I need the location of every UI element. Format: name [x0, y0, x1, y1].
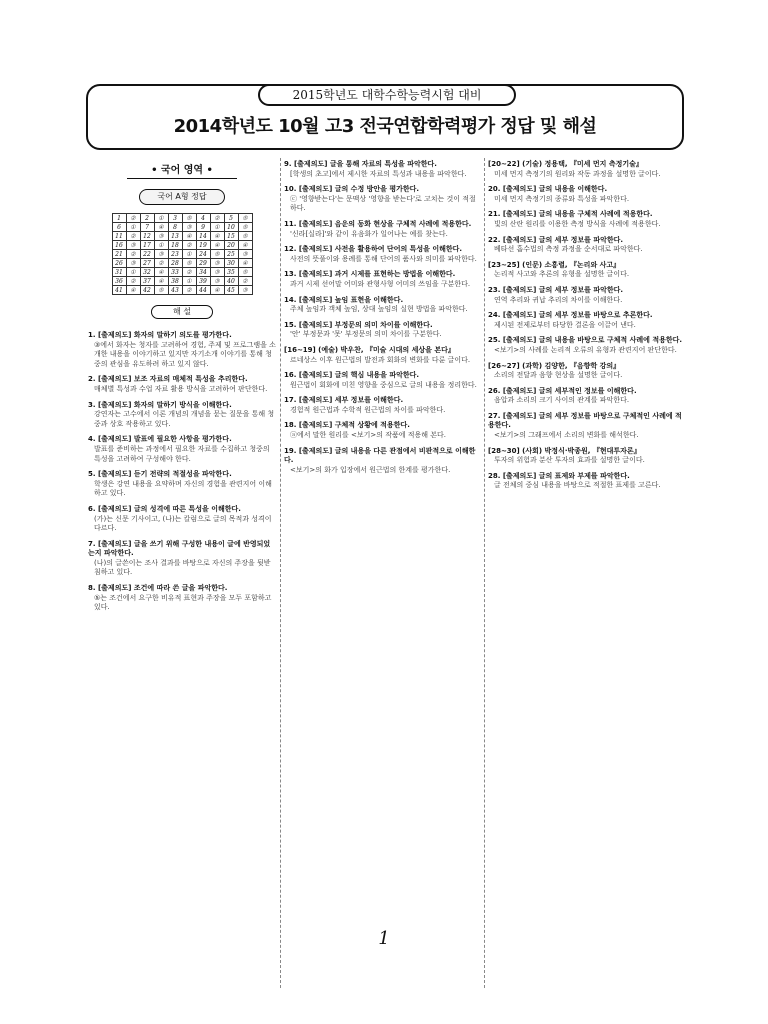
item-heading: 12. [출제의도] 사전을 활용하여 단어의 특성을 이해한다. [284, 245, 463, 254]
question-number: 6 [112, 223, 126, 232]
item-heading: 3. [출제의도] 화자의 말하기 방식을 이해한다. [88, 400, 232, 409]
explanation-item [284, 447, 480, 476]
item-heading: 22. [출제의도] 글의 세부 정보를 파악한다. [488, 235, 624, 244]
question-number: 15 [224, 232, 238, 241]
item-heading: 25. [출제의도] 글의 내용을 바탕으로 구체적 사례에 적용한다. [488, 336, 683, 345]
answer-cell: ④ [126, 286, 140, 295]
answer-cell: ③ [182, 223, 196, 232]
item-heading: 1. [출제의도] 화자의 말하기 의도를 평가한다. [88, 331, 232, 339]
answer-cell: ② [182, 286, 196, 295]
answer-cell: ③ [210, 268, 224, 277]
explanation-item [284, 220, 480, 239]
explanation-list [88, 331, 276, 613]
answer-cell: ④ [210, 286, 224, 295]
question-number: 16 [112, 241, 126, 250]
answer-cell: ① [126, 223, 140, 232]
answer-cell: ④ [182, 232, 196, 241]
answer-cell: ② [154, 259, 168, 268]
question-number: 34 [196, 268, 210, 277]
explanation-item [488, 311, 684, 330]
answer-key-label: 국어 A형 정답 [139, 189, 225, 205]
question-number: 10 [224, 223, 238, 232]
answer-cell: ② [238, 277, 252, 286]
answer-cell: ② [210, 214, 224, 223]
question-number: 14 [196, 232, 210, 241]
explanation-item [488, 412, 684, 441]
item-body: 투자의 위험과 분산 투자의 효과를 설명한 글이다. [494, 456, 645, 465]
item-body: 베타선 흡수법의 측정 과정을 순서대로 파악한다. [494, 245, 643, 254]
question-number: 20 [224, 241, 238, 250]
question-number: 11 [112, 232, 126, 241]
item-heading: [16~19] (예술) 박우찬, 『미술 시대의 세상을 본다』 [284, 345, 455, 354]
explanation-item [284, 270, 480, 289]
item-heading: 21. [출제의도] 글의 내용을 구체적 사례에 적용한다. [488, 210, 653, 219]
question-number: 39 [196, 277, 210, 286]
item-body: 원근법이 회화에 미친 영향을 중심으로 글의 내용을 정리한다. [290, 380, 477, 389]
question-number: 5 [224, 214, 238, 223]
explanation-item [284, 245, 480, 264]
question-number: 38 [168, 277, 182, 286]
header-box [86, 84, 684, 150]
item-heading: 4. [출제의도] 발표에 필요한 사항을 평가한다. [88, 435, 232, 444]
item-body: ⑤는 조건에서 요구한 비유적 표현과 주장을 모두 포함하고 있다. [94, 593, 272, 612]
answer-cell: ③ [154, 250, 168, 259]
answer-cell: ⑤ [210, 250, 224, 259]
question-number: 45 [224, 286, 238, 295]
page-title: 2014학년도 10월 고3 전국연합학력평가 정답 및 해설 [173, 116, 597, 137]
question-number: 17 [140, 241, 154, 250]
answer-table [112, 213, 253, 295]
header-subtitle: 2015학년도 대학수학능력시험 대비 [258, 84, 516, 106]
explanation-item [88, 584, 276, 613]
explanation-item [488, 261, 684, 280]
answer-cell: ⑤ [154, 286, 168, 295]
subject-heading: • 국어 영역 • [127, 164, 237, 179]
answer-cell: ③ [154, 232, 168, 241]
explanation-item [488, 447, 684, 466]
item-body: 미세 먼지 측정기의 종류와 특성을 파악한다. [494, 194, 630, 203]
answer-cell: ③ [126, 259, 140, 268]
answer-row [112, 286, 252, 295]
answer-cell: ① [154, 214, 168, 223]
explanation-list [488, 160, 684, 491]
answer-cell: ④ [238, 241, 252, 250]
item-heading: 6. [출제의도] 글의 성격에 따른 특성을 이해한다. [88, 504, 241, 513]
column-2 [284, 160, 480, 481]
explanation-item [488, 387, 684, 406]
question-number: 31 [112, 268, 126, 277]
explanation-item [284, 185, 480, 214]
column-1 [88, 160, 276, 619]
question-number: 41 [112, 286, 126, 295]
explanation-item [488, 185, 684, 204]
answer-row [112, 223, 252, 232]
answer-row [112, 277, 252, 286]
page-number: 1 [378, 928, 390, 949]
explanation-item [88, 435, 276, 464]
question-number: 9 [196, 223, 210, 232]
explanation-item [488, 362, 684, 381]
item-body: ③에서 화자는 청자를 고려하여 경험, 주제 및 프로그램을 소개한 내용을 이야기하고 있지만 자기소개 이야기를 통해 청중의 관심을 유도하려 하고 있지 않다. [94, 340, 276, 368]
item-body: 발표를 준비하는 과정에서 필요한 자료를 수집하고 청중의 특성을 고려하여 구성해야 한다. [94, 444, 270, 463]
item-heading: 13. [출제의도] 과거 시제를 표현하는 방법을 이해한다. [284, 270, 456, 279]
question-number: 37 [140, 277, 154, 286]
item-body: 소리의 전달과 음향 현상을 설명한 글이다. [494, 371, 623, 380]
question-number: 18 [168, 241, 182, 250]
item-body: ⓐ에서 말한 원리를 <보기>의 작품에 적용해 본다. [290, 431, 447, 440]
answer-row [112, 268, 252, 277]
question-number: 22 [140, 250, 154, 259]
item-heading: 17. [출제의도] 세부 정보를 이해한다. [284, 396, 404, 405]
answer-cell: ① [126, 268, 140, 277]
item-body: 논리적 사고와 추론의 유형을 설명한 글이다. [494, 270, 630, 279]
question-number: 13 [168, 232, 182, 241]
answer-cell: ④ [238, 259, 252, 268]
answer-cell: ② [126, 214, 140, 223]
question-number: 40 [224, 277, 238, 286]
answer-row [112, 214, 252, 223]
answer-cell: ① [182, 250, 196, 259]
item-body: <보기>의 사례를 논리적 오류의 유형과 관련지어 판단한다. [494, 345, 677, 354]
item-heading: [28~30] (사회) 박정식·박종원, 『현대투자론』 [488, 446, 641, 455]
column-divider [484, 158, 485, 988]
explanation-item [88, 540, 276, 578]
explanation-list [284, 160, 480, 475]
answer-cell: ④ [210, 241, 224, 250]
question-number: 43 [168, 286, 182, 295]
item-heading: 10. [출제의도] 글의 수정 방안을 평가한다. [284, 185, 420, 194]
item-body: 주체 높임과 객체 높임, 상대 높임의 실현 방법을 파악한다. [290, 305, 468, 314]
answer-cell: ④ [154, 268, 168, 277]
explanation-item [88, 470, 276, 499]
question-number: 2 [140, 214, 154, 223]
question-number: 7 [140, 223, 154, 232]
answer-cell: ① [182, 277, 196, 286]
explanation-item [488, 236, 684, 255]
item-heading: 24. [출제의도] 글의 세부 정보를 바탕으로 추론한다. [488, 311, 653, 320]
question-number: 26 [112, 259, 126, 268]
explanation-label: 해 설 [151, 305, 213, 319]
answer-cell: ② [126, 250, 140, 259]
item-heading: 8. [출제의도] 조건에 따라 쓴 글을 파악한다. [88, 584, 228, 593]
answer-cell: ⑤ [182, 259, 196, 268]
item-heading: [26~27] (과학) 김양한, 『음향학 강의』 [488, 361, 621, 370]
question-number: 8 [168, 223, 182, 232]
explanation-item [88, 375, 276, 394]
answer-cell: ⑤ [182, 214, 196, 223]
item-heading: 28. [출제의도] 글의 표제와 부제를 파악한다. [488, 471, 630, 480]
explanation-item [284, 371, 480, 390]
explanation-item [284, 346, 480, 365]
question-number: 28 [168, 259, 182, 268]
question-number: 24 [196, 250, 210, 259]
explanation-item [88, 331, 276, 369]
answer-row [112, 241, 252, 250]
question-number: 30 [224, 259, 238, 268]
item-body: (가)는 신문 기사이고, (나)는 칼럼으로 글의 목적과 성격이 다르다. [94, 514, 272, 533]
question-number: 1 [112, 214, 126, 223]
answer-cell: ① [154, 241, 168, 250]
answer-cell: ④ [210, 232, 224, 241]
item-heading: 2. [출제의도] 보조 자료의 매체적 특성을 추리한다. [88, 375, 248, 384]
item-heading: 7. [출제의도] 글을 쓰기 위해 구성한 내용이 글에 반영되었는지 파악한다. [88, 539, 271, 558]
question-number: 29 [196, 259, 210, 268]
answer-cell: ③ [126, 241, 140, 250]
item-heading: 20. [출제의도] 글의 내용을 이해한다. [488, 185, 608, 194]
item-body: 미세 먼지 측정기의 원리와 작동 과정을 설명한 글이다. [494, 169, 661, 178]
item-body: 글 전체의 중심 내용을 바탕으로 적절한 표제를 고른다. [494, 481, 661, 490]
explanation-item [88, 401, 276, 430]
answer-cell: ⑤ [238, 268, 252, 277]
item-heading: 16. [출제의도] 글의 핵심 내용을 파악한다. [284, 371, 420, 380]
explanation-item [88, 505, 276, 534]
item-heading: [23~25] (인문) 소흥렬, 『논리와 사고』 [488, 260, 621, 269]
item-body: 경험적 원근법과 수학적 원근법의 차이를 파악한다. [290, 405, 446, 414]
question-number: 19 [196, 241, 210, 250]
item-body: <보기>의 화가 입장에서 원근법의 한계를 평가한다. [290, 465, 451, 474]
answer-row [112, 250, 252, 259]
answer-cell: ③ [238, 286, 252, 295]
item-heading: [20~22] (기술) 정용택, 『미세 먼지 측정기술』 [488, 160, 643, 168]
column-3 [488, 160, 684, 497]
question-number: 12 [140, 232, 154, 241]
item-body: ⓒ '영향받는다'는 문맥상 '영향을 받는다'로 고치는 것이 적절하다. [290, 194, 476, 213]
explanation-item [488, 286, 684, 305]
item-body: 과거 시제 선어말 어미와 관형사형 어미의 쓰임을 구분한다. [290, 279, 471, 288]
answer-cell: ⑤ [238, 223, 252, 232]
answer-cell: ② [182, 268, 196, 277]
item-heading: 26. [출제의도] 글의 세부적인 정보를 이해한다. [488, 386, 637, 395]
item-heading: 18. [출제의도] 구체적 상황에 적용한다. [284, 421, 410, 430]
question-number: 4 [196, 214, 210, 223]
item-heading: 5. [출제의도] 듣기 전략의 적절성을 파악한다. [88, 470, 232, 479]
question-number: 21 [112, 250, 126, 259]
item-heading: 19. [출제의도] 글의 내용을 다른 관점에서 비판적으로 이해한다. [284, 446, 476, 465]
explanation-item [284, 396, 480, 415]
explanation-item [488, 336, 684, 355]
item-body: 르네상스 이후 원근법의 발전과 회화의 변화를 다룬 글이다. [290, 355, 471, 364]
answer-row [112, 259, 252, 268]
answer-cell: ③ [238, 250, 252, 259]
item-heading: 23. [출제의도] 글의 세부 정보를 파악한다. [488, 285, 624, 294]
item-body: '안' 부정문과 '못' 부정문의 의미 차이를 구분한다. [290, 330, 442, 339]
item-heading: 15. [출제의도] 부정문의 의미 차이를 이해한다. [284, 320, 433, 329]
answer-cell: ③ [210, 259, 224, 268]
answer-cell: ② [126, 232, 140, 241]
item-body: 강연자는 고수에서 이론 개념의 개념을 묻는 질문을 통해 청중과 상호 작용하고 있다. [94, 410, 275, 428]
explanation-item [488, 210, 684, 229]
item-body: <보기>의 그래프에서 소리의 변화를 해석한다. [494, 431, 639, 440]
answer-cell: ② [126, 277, 140, 286]
question-number: 36 [112, 277, 126, 286]
item-body: 학생은 강연 내용을 요약하며 자신의 경험을 관련지어 이해하고 있다. [94, 479, 272, 498]
answer-row [112, 232, 252, 241]
question-number: 27 [140, 259, 154, 268]
explanation-item [488, 472, 684, 491]
explanation-item [284, 160, 480, 179]
explanation-item [284, 296, 480, 315]
item-body: [학생의 초고]에서 제시한 자료의 특성과 내용을 파악한다. [290, 169, 467, 178]
item-body: 빛의 산란 원리를 이용한 측정 방식을 사례에 적용한다. [494, 219, 661, 228]
item-heading: 14. [출제의도] 높임 표현을 이해한다. [284, 295, 404, 304]
item-body: 제시된 전제로부터 타당한 결론을 이끌어 낸다. [494, 320, 636, 329]
item-body: 매체별 특성과 수업 자료 활용 방식을 고려하여 판단한다. [94, 384, 268, 393]
question-number: 35 [224, 268, 238, 277]
explanation-item [284, 321, 480, 340]
answer-cell: ① [210, 223, 224, 232]
item-body: (나)의 글쓴이는 조사 결과를 바탕으로 자신의 주장을 뒷받침하고 있다. [94, 558, 271, 577]
explanation-item [284, 421, 480, 440]
item-body: 연역 추리와 귀납 추리의 차이를 이해한다. [494, 295, 623, 304]
answer-cell: ⑤ [238, 232, 252, 241]
answer-cell: ⑤ [238, 214, 252, 223]
question-number: 42 [140, 286, 154, 295]
item-body: 사전의 뜻풀이와 용례를 통해 단어의 품사와 의미를 파악한다. [290, 254, 477, 263]
question-number: 3 [168, 214, 182, 223]
question-number: 23 [168, 250, 182, 259]
item-heading: 9. [출제의도] 글을 통해 자료의 특성을 파악한다. [284, 160, 437, 168]
answer-cell: ③ [210, 277, 224, 286]
item-body: 음압과 소리의 크기 사이의 관계를 파악한다. [494, 396, 630, 405]
question-number: 44 [196, 286, 210, 295]
item-heading: 11. [출제의도] 음운의 동화 현상을 구체적 사례에 적용한다. [284, 219, 472, 228]
question-number: 33 [168, 268, 182, 277]
answer-cell: ② [182, 241, 196, 250]
question-number: 25 [224, 250, 238, 259]
answer-cell: ④ [154, 277, 168, 286]
question-number: 32 [140, 268, 154, 277]
explanation-item [488, 160, 684, 179]
item-body: '신라[실라]'와 같이 유음화가 일어나는 예를 찾는다. [290, 229, 448, 238]
column-divider [280, 158, 281, 988]
answer-cell: ④ [154, 223, 168, 232]
item-heading: 27. [출제의도] 글의 세부 정보를 바탕으로 구체적인 사례에 적용한다. [488, 411, 682, 430]
